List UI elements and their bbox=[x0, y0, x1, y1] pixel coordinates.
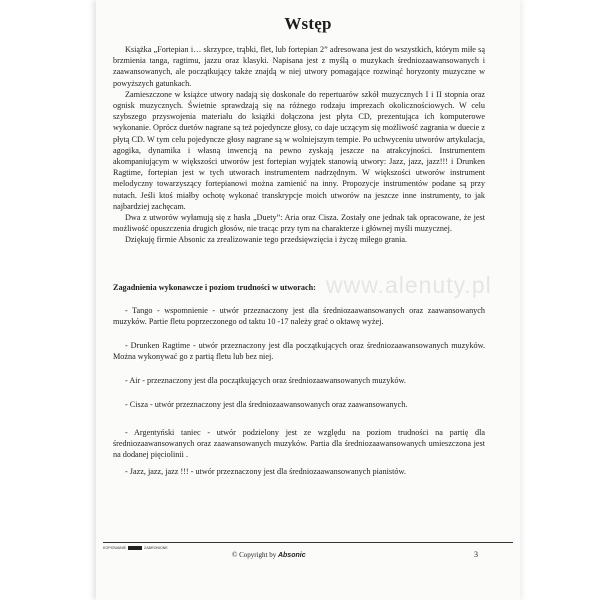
copyright-line bbox=[232, 551, 306, 559]
watermark: www.alenuty.pl bbox=[326, 272, 492, 298]
page-number: 3 bbox=[474, 550, 478, 559]
copy-prohibited-stamp bbox=[103, 546, 168, 550]
intro-paragraph-2: Zamieszczone w książce utwory nadają się doskonale do repertuarów szkół muzycznych I i II stopnia oraz ognisk muzycznych. Świetnie sprawdzają się na różnego rodzaju imprezach okolicznościowych. W celu szybszego przyswojenia materiału do książki dołączona jest płyta CD, prezentująca ich komputerowe wykonanie. Oprócz duetów nagrane są też pojedyncze głosy, co daje uczącym się możliwość zagrania w duecie z płytą CD. W tym celu pojedyncze głosy nagrane są w wolniejszym tempie. Po uchwyceniu utworów artykulacja, agogika, dynamika i własną inwencją na pewno zyskają jeszcze na atrakcyjności. Instrumentem akompaniującym w większości utworów jest fortepian wyjątek stanowią utwory: Jazz, jazz, jazz!!! i Drunken Ragtime, fortepian jest w tych utworach instrumentem nadrzędnym. W większości utworów instrument melodyczny towarzyszący fortepianowi można zamienić na inny. Propozycje instrumentów podane są przy nutach. Jeśli ktoś miałby ochotę wykonać transkrypcje moich utworów na jeszcze inne instrumenty, to jak najbardziej zachęcam. bbox=[113, 89, 485, 211]
item-air bbox=[113, 375, 485, 386]
stamp-left-text: KOPIOWANIE bbox=[103, 546, 127, 550]
intro-paragraph-4: Dziękuję firmie Absonic za zrealizowanie tego przedsięwzięcia i życzę miłego grania. bbox=[125, 235, 408, 245]
copyright-prefix: © Copyright by bbox=[232, 551, 277, 559]
list-item: - Drunken Ragtime - utwór przeznaczony jest dla początkujących oraz średniozaawansowanych muzyków. Można wykonywać go z partią fletu lub bez niej. bbox=[113, 341, 485, 362]
intro-paragraph-3: Dwa z utworów wyłamują się z hasła „Duety”: Aria oraz Cisza. Zostały one jednak tak opracowane, że jest możliwość opuszczenia drugich głosów, nie tracąc przy tym na charakterze i głównej myśli muzycznej. bbox=[113, 213, 485, 234]
footer-divider bbox=[103, 542, 513, 543]
intro-paragraph-1: Książka „Fortepian i… skrzypce, trąbki, flet, lub fortepian 2” adresowana jest do wszystkich, którym miłe są brzmienia tanga, ragtimu, jazzu oraz klasyki. Napisana jest z myślą o muzykach średniozaawansowanych i zaawansowanych, ale początkujący także znajdą w niej utwory pomagające rozwinąć horyzonty muzyczne w powyższych gatunkach. bbox=[113, 45, 485, 88]
list-item: - Jazz, jazz, jazz !!! - utwór przeznaczony jest dla średniozaawansowanych pianistów. bbox=[125, 467, 406, 476]
stamp-right-text: ZABRONIONE bbox=[144, 546, 168, 550]
section-heading: Zagadnienia wykonawcze i poziom trudności w utworach: bbox=[113, 283, 316, 292]
item-tango bbox=[113, 305, 485, 327]
item-cisza bbox=[113, 399, 485, 410]
intro-text bbox=[113, 44, 485, 246]
page-title: Wstęp bbox=[284, 14, 332, 33]
brand-logo-text: Absonic bbox=[277, 552, 306, 559]
item-jazz bbox=[113, 466, 485, 477]
list-item: - Air - przeznaczony jest dla początkujących oraz średniozaawansowanych muzyków. bbox=[125, 376, 406, 385]
item-argentynski-taniec bbox=[113, 427, 485, 461]
list-item: - Tango - wspomnienie - utwór przeznaczony jest dla średniozaawansowanych oraz zaawansowanych muzyków. Partie fletu poprzeczonego od taktu 10 -17 należy grać o oktawę wyżej. bbox=[113, 306, 485, 327]
no-copy-icon bbox=[128, 546, 142, 550]
item-drunken-ragtime bbox=[113, 340, 485, 362]
list-item: - Argentyński taniec - utwór podzielony jest ze względu na poziom trudności na partię dla średniozaawansowanych oraz zaawansowanych muzyków. Partia dla średniozaawansowanych umieszczona jest na dodanej pięciolinii . bbox=[113, 428, 485, 460]
list-item: - Cisza - utwór przeznaczony jest dla średniozaawansowanych oraz zaawansowanych. bbox=[125, 400, 408, 409]
